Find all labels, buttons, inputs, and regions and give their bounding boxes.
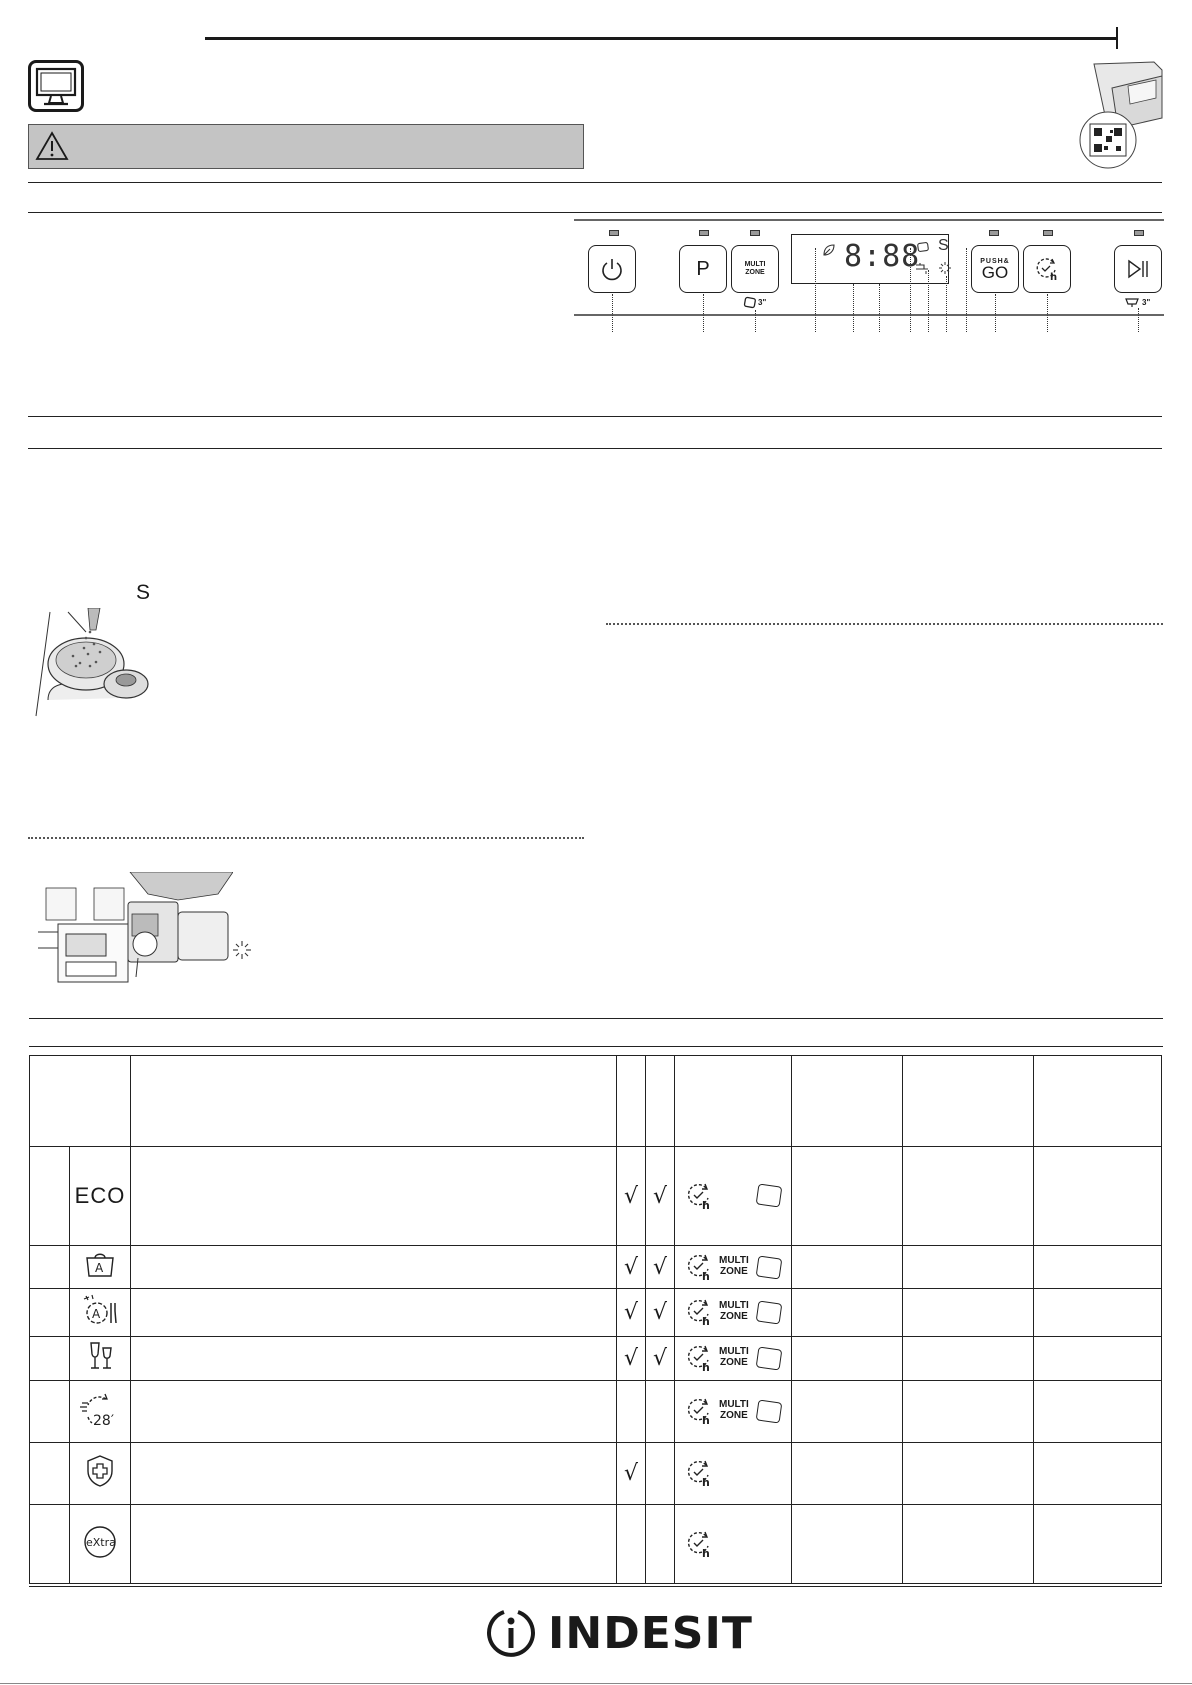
power-icon — [599, 256, 625, 282]
svg-text:A: A — [92, 1307, 101, 1321]
program-button[interactable] — [679, 245, 727, 293]
eco-program-icon: ECO — [70, 1147, 131, 1246]
callout-line — [1138, 308, 1139, 332]
callout-line — [703, 294, 704, 332]
check-mark: √ — [646, 1246, 675, 1289]
multizone-hold-label: 3" — [758, 298, 767, 307]
table-header-row — [30, 1056, 1162, 1147]
program-table — [29, 1055, 1162, 1584]
section-rule — [28, 416, 1162, 417]
header-rule-tick — [1116, 27, 1118, 49]
section-rule — [28, 212, 1162, 213]
panel-bottom-edge — [574, 314, 1164, 316]
section-rule — [29, 1046, 1163, 1047]
delay-start-icon — [1033, 256, 1061, 282]
check-mark: √ — [617, 1337, 646, 1381]
callout-line — [853, 284, 854, 332]
multizone-icon: MULTI ZONE — [719, 1255, 749, 1277]
power-button[interactable] — [588, 245, 636, 293]
check-mark — [617, 1505, 646, 1584]
dotted-separator — [28, 837, 584, 839]
svg-text:h: h — [702, 1547, 710, 1559]
check-mark: √ — [646, 1289, 675, 1337]
callout-line — [1047, 294, 1048, 332]
section-rule — [29, 1018, 1163, 1019]
table-bottom-rule — [29, 1586, 1162, 1587]
callout-line — [946, 276, 947, 332]
table-row — [30, 1381, 1162, 1443]
power-led — [609, 230, 619, 236]
display-digits: 8:88 — [844, 239, 921, 274]
tablet-icon — [756, 1255, 783, 1279]
callout-line — [612, 294, 613, 332]
check-mark: √ — [617, 1246, 646, 1289]
svg-text:h: h — [1050, 272, 1058, 282]
tablet-icon — [743, 296, 757, 309]
extra-program-icon — [81, 1523, 119, 1561]
callout-line — [815, 248, 816, 332]
warning-triangle-icon — [35, 130, 69, 162]
tablet-icon — [756, 1399, 783, 1423]
pushgo-label-line1: PUSH& — [980, 257, 1010, 265]
tablet-icon — [756, 1300, 783, 1324]
delay-led — [1043, 230, 1053, 236]
start-pause-icon — [1125, 258, 1151, 280]
monitor-icon — [28, 60, 84, 112]
brand-logo — [484, 1607, 753, 1659]
check-mark: √ — [646, 1147, 675, 1246]
eco-leaf-icon — [822, 243, 836, 257]
check-mark — [617, 1381, 646, 1443]
svg-text:h: h — [702, 1361, 710, 1373]
delay-start-button[interactable] — [1023, 245, 1071, 293]
auto-intensive-icon — [81, 1293, 119, 1327]
multizone-label-line2: ZONE — [745, 269, 765, 276]
pushgo-button[interactable] — [971, 245, 1019, 293]
check-mark — [646, 1443, 675, 1505]
callout-line — [995, 294, 996, 332]
callout-line — [879, 284, 880, 332]
tablet-indicator-icon — [916, 241, 930, 253]
start-pause-button[interactable] — [1114, 245, 1162, 293]
multizone-label-line1: MULTI — [744, 261, 766, 268]
brand-name: INDESIT — [548, 1607, 753, 1659]
delay-start-icon — [685, 1529, 715, 1559]
svg-text:h: h — [702, 1414, 710, 1426]
hygiene-shield-icon — [84, 1453, 116, 1489]
callout-line — [966, 248, 967, 332]
pushgo-label-line2: GO — [981, 262, 1009, 282]
rinse-aid-indicator-icon — [938, 261, 952, 275]
delay-start-icon — [685, 1252, 715, 1282]
delay-start-icon — [685, 1343, 715, 1373]
auto-pot-icon — [83, 1250, 117, 1280]
salt-refill-illustration — [28, 608, 168, 726]
dishwasher-qr-code-icon — [1066, 58, 1166, 170]
pushgo-led — [989, 230, 999, 236]
startpause-led — [1134, 230, 1144, 236]
table-row — [30, 1443, 1162, 1505]
salt-symbol: S — [136, 581, 151, 604]
check-mark — [646, 1505, 675, 1584]
callout-line — [928, 270, 929, 332]
check-mark: √ — [646, 1337, 675, 1381]
multizone-icon: MULTI ZONE — [719, 1346, 749, 1368]
check-mark — [646, 1381, 675, 1443]
startpause-hold-label: 3" — [1142, 298, 1151, 307]
tablet-icon — [756, 1183, 783, 1207]
svg-text:h: h — [702, 1199, 710, 1211]
section-rule — [28, 448, 1162, 449]
program-button-label: P — [696, 257, 710, 280]
check-mark: √ — [617, 1289, 646, 1337]
program-led — [699, 230, 709, 236]
table-row — [30, 1147, 1162, 1246]
fast-28-icon — [78, 1389, 122, 1429]
svg-text:h: h — [702, 1476, 710, 1488]
delay-start-icon — [685, 1396, 715, 1426]
table-row — [30, 1505, 1162, 1584]
glass-care-icon — [85, 1340, 115, 1372]
panel-top-edge — [574, 219, 1164, 221]
callout-line — [910, 248, 911, 332]
header-rule — [205, 37, 1117, 40]
multizone-led — [750, 230, 760, 236]
multizone-icon: MULTI ZONE — [719, 1300, 749, 1322]
svg-text:eXtra: eXtra — [86, 1535, 116, 1549]
delay-start-icon — [685, 1181, 715, 1211]
svg-text:28′: 28′ — [93, 1413, 114, 1429]
svg-text:A: A — [95, 1260, 104, 1275]
rinse-aid-refill-illustration — [38, 872, 233, 997]
svg-text:h: h — [702, 1315, 710, 1327]
multizone-button[interactable] — [731, 245, 779, 293]
table-row — [30, 1289, 1162, 1337]
svg-text:h: h — [702, 1270, 710, 1282]
delay-start-icon — [685, 1458, 715, 1488]
section-rule — [28, 182, 1162, 183]
callout-line — [755, 310, 756, 332]
indesit-logo-icon — [484, 1606, 538, 1660]
salt-indicator: S — [938, 237, 949, 254]
check-mark: √ — [617, 1147, 646, 1246]
dotted-separator — [606, 623, 1163, 625]
tablet-icon — [756, 1346, 783, 1370]
table-row — [30, 1337, 1162, 1381]
rinse-aid-icon — [232, 940, 252, 960]
multizone-icon: MULTI ZONE — [719, 1399, 749, 1421]
footer-rule — [0, 1683, 1192, 1684]
delay-start-icon — [685, 1297, 715, 1327]
warning-bar — [28, 124, 584, 169]
child-lock-icon — [1124, 296, 1140, 308]
check-mark: √ — [617, 1443, 646, 1505]
table-row — [30, 1246, 1162, 1289]
water-tap-icon — [914, 261, 932, 275]
